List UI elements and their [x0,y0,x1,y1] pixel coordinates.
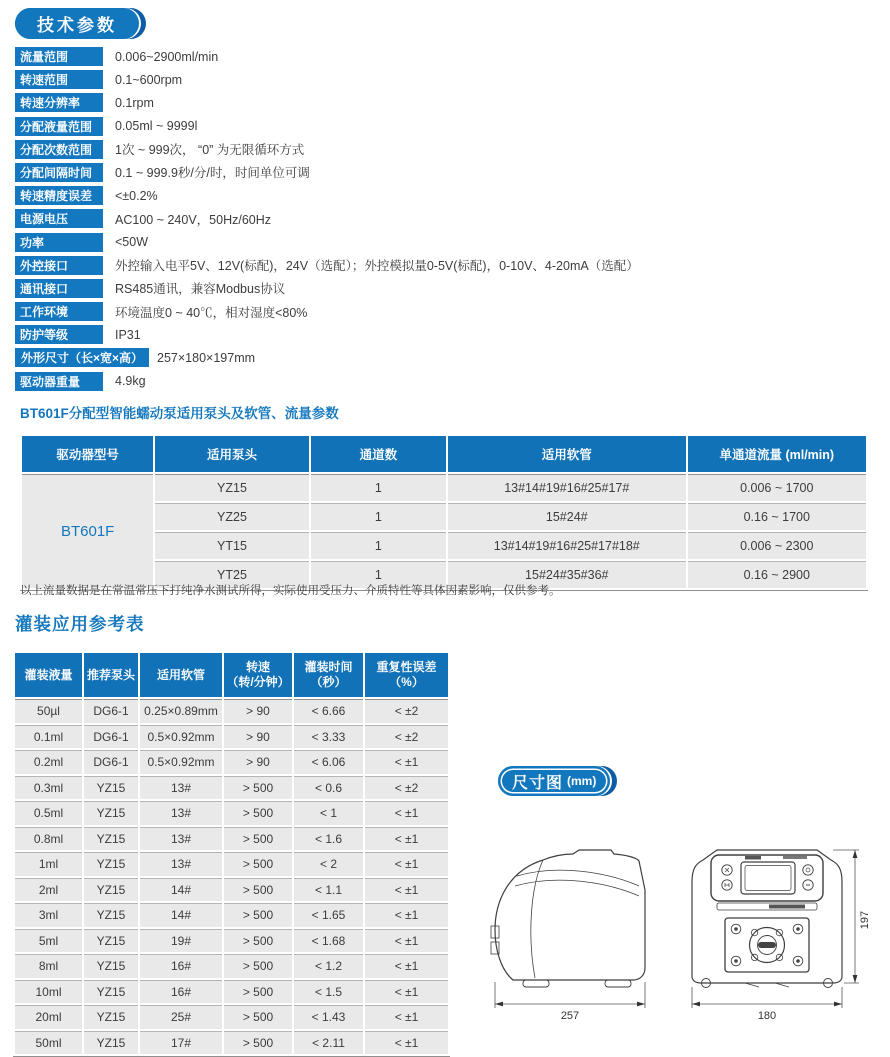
table-header-row [22,436,866,472]
param-row [15,302,885,321]
table-cell: 13# [140,801,222,825]
table-row [15,954,448,978]
table-cell: 13# [140,827,222,851]
param-label: 分配次数范围 [15,140,103,159]
param-label: 工作环境 [15,302,103,321]
table-cell: YZ15 [84,929,138,953]
column-header: 单通道流量 (ml/min) [688,436,866,472]
table-row [15,929,448,953]
driver-model-cell: BT601F [22,474,153,588]
table-cell: YZ25 [155,503,308,530]
front-view-drawing [692,850,842,988]
table-cell: 50µl [15,699,82,723]
column-header [15,653,82,697]
param-value: 257×180×197mm [157,350,256,365]
param-value: 4.9kg [115,374,146,389]
header-line: （%） [389,675,424,689]
param-label: 转速范围 [15,70,103,89]
table-cell: > 500 [224,1031,292,1055]
table-cell: 17# [140,1031,222,1055]
param-row [15,186,885,205]
table-cell: 1 [311,503,446,530]
table-row [15,878,448,902]
table-cell: YZ15 [84,1031,138,1055]
table-cell: < ±2 [365,776,448,800]
table-cell: YZ15 [84,980,138,1004]
table-cell: < ±1 [365,852,448,876]
table-cell: DG6-1 [84,750,138,774]
table-cell: 0.5ml [15,801,82,825]
param-label: 通讯接口 [15,279,103,298]
table-cell: < 1.5 [294,980,363,1004]
dimension-badge [498,766,617,796]
dimension-badge-unit: (mm) [567,774,597,788]
dimension-diagram [487,842,885,1047]
filling-reference-table [13,651,450,1057]
table-cell: 15#24# [448,503,686,530]
param-value: 外控输入电平5V、12V(标配)，24V（选配）；外控模拟量0-5V(标配)，0-10V、4-20mA（选配） [115,259,639,274]
table-cell: > 500 [224,954,292,978]
tech-params-list [15,47,885,395]
header-line: 转速 [245,660,270,674]
table-cell: < ±1 [365,903,448,927]
param-row [15,325,885,344]
param-value: <50W [115,235,149,249]
header-line: 灌装时间 [304,660,353,674]
table-cell: > 500 [224,852,292,876]
table-cell: DG6-1 [84,699,138,723]
param-row [15,163,885,182]
param-row [15,117,885,136]
table-cell: 0.25×0.89mm [140,699,222,723]
header-line: 适用软管 [156,667,205,682]
table-cell: 0.1ml [15,725,82,749]
table-cell: > 90 [224,699,292,723]
table-cell: 0.5×0.92mm [140,750,222,774]
table-cell: 1 [311,532,446,559]
table-cell: YZ15 [84,878,138,902]
table-cell: 1ml [15,852,82,876]
param-value: <±0.2% [115,188,158,203]
dimension-badge-label [498,766,610,796]
param-row [15,279,885,298]
table-cell: > 90 [224,725,292,749]
param-value: 0.1~600rpm [115,72,183,87]
table-cell: 2ml [15,878,82,902]
table-cell: 0.8ml [15,827,82,851]
table-cell: YZ15 [155,474,308,501]
table-cell: > 500 [224,801,292,825]
param-label: 驱动器重量 [15,372,103,391]
table-row [15,1031,448,1055]
table-cell: YZ15 [84,852,138,876]
param-label: 防护等级 [15,325,103,344]
table-cell: < 2.11 [294,1031,363,1055]
table-cell: < ±1 [365,827,448,851]
table-cell: 0.3ml [15,776,82,800]
header-line: 推荐泵头 [86,667,135,682]
param-label: 外形尺寸（长×宽×高） [15,348,149,367]
table-row [15,801,448,825]
tech-params-badge [15,8,146,39]
table-cell: 14# [140,903,222,927]
header-line: （秒） [310,675,347,689]
table-row [15,725,448,749]
table-cell: < ±1 [365,1005,448,1029]
table-cell: 0.16 ~ 2900 [688,561,866,588]
column-header: 驱动器型号 [22,436,153,472]
table-cell: > 90 [224,750,292,774]
header-line: 重复性误差 [376,660,437,674]
table-row [15,776,448,800]
pump-table-title: BT601F分配型智能蠕动泵适用泵头及软管、流量参数 [20,406,339,421]
param-label: 分配液量范围 [15,117,103,136]
table-cell: 14# [140,878,222,902]
table-cell: 20ml [15,1005,82,1029]
table-cell: YT15 [155,532,308,559]
table-cell: 15#24#35#36# [448,561,686,588]
column-header: 适用泵头 [155,436,308,472]
column-header [84,653,138,697]
table-row [15,1005,448,1029]
table-row [15,980,448,1004]
param-row [15,140,885,159]
table-cell: < 6.66 [294,699,363,723]
param-row [15,93,885,112]
tech-params-badge-label: 技术参数 [15,8,139,39]
table-cell: > 500 [224,776,292,800]
param-row [15,70,885,89]
table-cell: < ±1 [365,1031,448,1055]
table-cell: 10ml [15,980,82,1004]
param-label: 流量范围 [15,47,103,66]
table-cell: YZ15 [84,1005,138,1029]
table-header-row [15,653,448,697]
table-cell: > 500 [224,878,292,902]
table-cell: 5ml [15,929,82,953]
column-header [365,653,448,697]
table-cell: > 500 [224,980,292,1004]
dimension-length-label: 257 [560,1010,580,1022]
param-value: 0.006~2900ml/min [115,49,219,64]
table-cell: 1 [311,561,446,588]
table-cell: 16# [140,980,222,1004]
filling-table-title: 灌装应用参考表 [15,614,145,634]
table-cell: < ±1 [365,954,448,978]
table-cell: < 0.6 [294,776,363,800]
table-cell: < 6.06 [294,750,363,774]
table-cell: < ±1 [365,929,448,953]
table-cell: < ±2 [365,699,448,723]
table-cell: 0.006 ~ 1700 [688,474,866,501]
table-cell: YZ15 [84,954,138,978]
param-value: 1次 ~ 999次， “0” 为无限循环方式 [115,143,305,158]
table-cell: < 1.65 [294,903,363,927]
table-cell: 0.2ml [15,750,82,774]
table-cell: > 500 [224,903,292,927]
param-label: 转速分辨率 [15,93,103,112]
table-row [15,903,448,927]
table-cell: 3ml [15,903,82,927]
table-row [15,750,448,774]
param-row [15,47,885,66]
dimension-diagram-svg [487,842,885,1042]
table-cell: DG6-1 [84,725,138,749]
param-value: 0.1 ~ 999.9秒/分/时，时间单位可调 [115,166,310,181]
param-label: 功率 [15,233,103,252]
param-value: IP31 [115,327,141,342]
table-cell: < ±1 [365,750,448,774]
table-cell: < 1.68 [294,929,363,953]
param-row [15,256,885,275]
param-row [15,209,885,228]
table-cell: 13#14#19#16#25#17# [448,474,686,501]
column-header: 通道数 [311,436,446,472]
table-cell: YZ15 [84,801,138,825]
column-header [224,653,292,697]
table-cell: < 1.6 [294,827,363,851]
table-cell: 13#14#19#16#25#17#18# [448,532,686,559]
param-value: 0.1rpm [115,95,154,110]
param-row [15,233,885,252]
dimension-height-label: 197 [859,910,871,930]
table-cell: 19# [140,929,222,953]
table-cell: > 500 [224,827,292,851]
side-view-drawing [491,850,645,987]
table-cell: > 500 [224,1005,292,1029]
table-cell: 50ml [15,1031,82,1055]
param-value: 环境温度0 ~ 40℃，相对湿度<80% [115,305,308,320]
column-header [140,653,222,697]
table-cell: < 1.1 [294,878,363,902]
table-row [15,827,448,851]
table-cell: < 3.33 [294,725,363,749]
header-line: 灌装液量 [24,667,73,682]
table-cell: > 500 [224,929,292,953]
table-cell: 0.5×0.92mm [140,725,222,749]
table-cell: < ±1 [365,878,448,902]
dimension-lines [495,850,871,1022]
table-cell: 13# [140,776,222,800]
dimension-badge-text: 尺寸图 [512,774,564,792]
param-label: 电源电压 [15,209,103,228]
param-label: 分配间隔时间 [15,163,103,182]
table-cell: 0.006 ~ 2300 [688,532,866,559]
table-cell: YZ15 [84,827,138,851]
pump-compatibility-table [20,434,868,591]
table-cell: 0.16 ~ 1700 [688,503,866,530]
table-cell: < ±1 [365,801,448,825]
header-line: （转/分钟） [226,675,290,689]
table-row [22,474,866,501]
param-label: 外控接口 [15,256,103,275]
table-cell: < 1 [294,801,363,825]
param-row [15,348,885,367]
column-header: 适用软管 [448,436,686,472]
param-value: 0.05ml ~ 9999l [115,119,198,134]
table-cell: < ±1 [365,980,448,1004]
param-value: AC100 ~ 240V，50Hz/60Hz [115,212,271,227]
table-cell: YT25 [155,561,308,588]
table-cell: YZ15 [84,776,138,800]
table-cell: YZ15 [84,903,138,927]
table-cell: < ±2 [365,725,448,749]
table-cell: 25# [140,1005,222,1029]
table-cell: 16# [140,954,222,978]
column-header [294,653,363,697]
param-row [15,372,885,391]
table-cell: < 1.2 [294,954,363,978]
table-cell: < 1.43 [294,1005,363,1029]
table-cell: < 2 [294,852,363,876]
param-label: 转速精度误差 [15,186,103,205]
flow-data-note: 以上流量数据是在常温常压下打纯净水测试所得，实际使用受压力、介质特性等具体因素影响，仅供参考。 [20,585,561,597]
table-cell: 1 [311,474,446,501]
table-cell: 13# [140,852,222,876]
table-row [15,699,448,723]
param-value: RS485通讯，兼容Modbus协议 [115,282,286,297]
table-cell: 8ml [15,954,82,978]
table-row [15,852,448,876]
dimension-width-label: 180 [757,1010,777,1022]
